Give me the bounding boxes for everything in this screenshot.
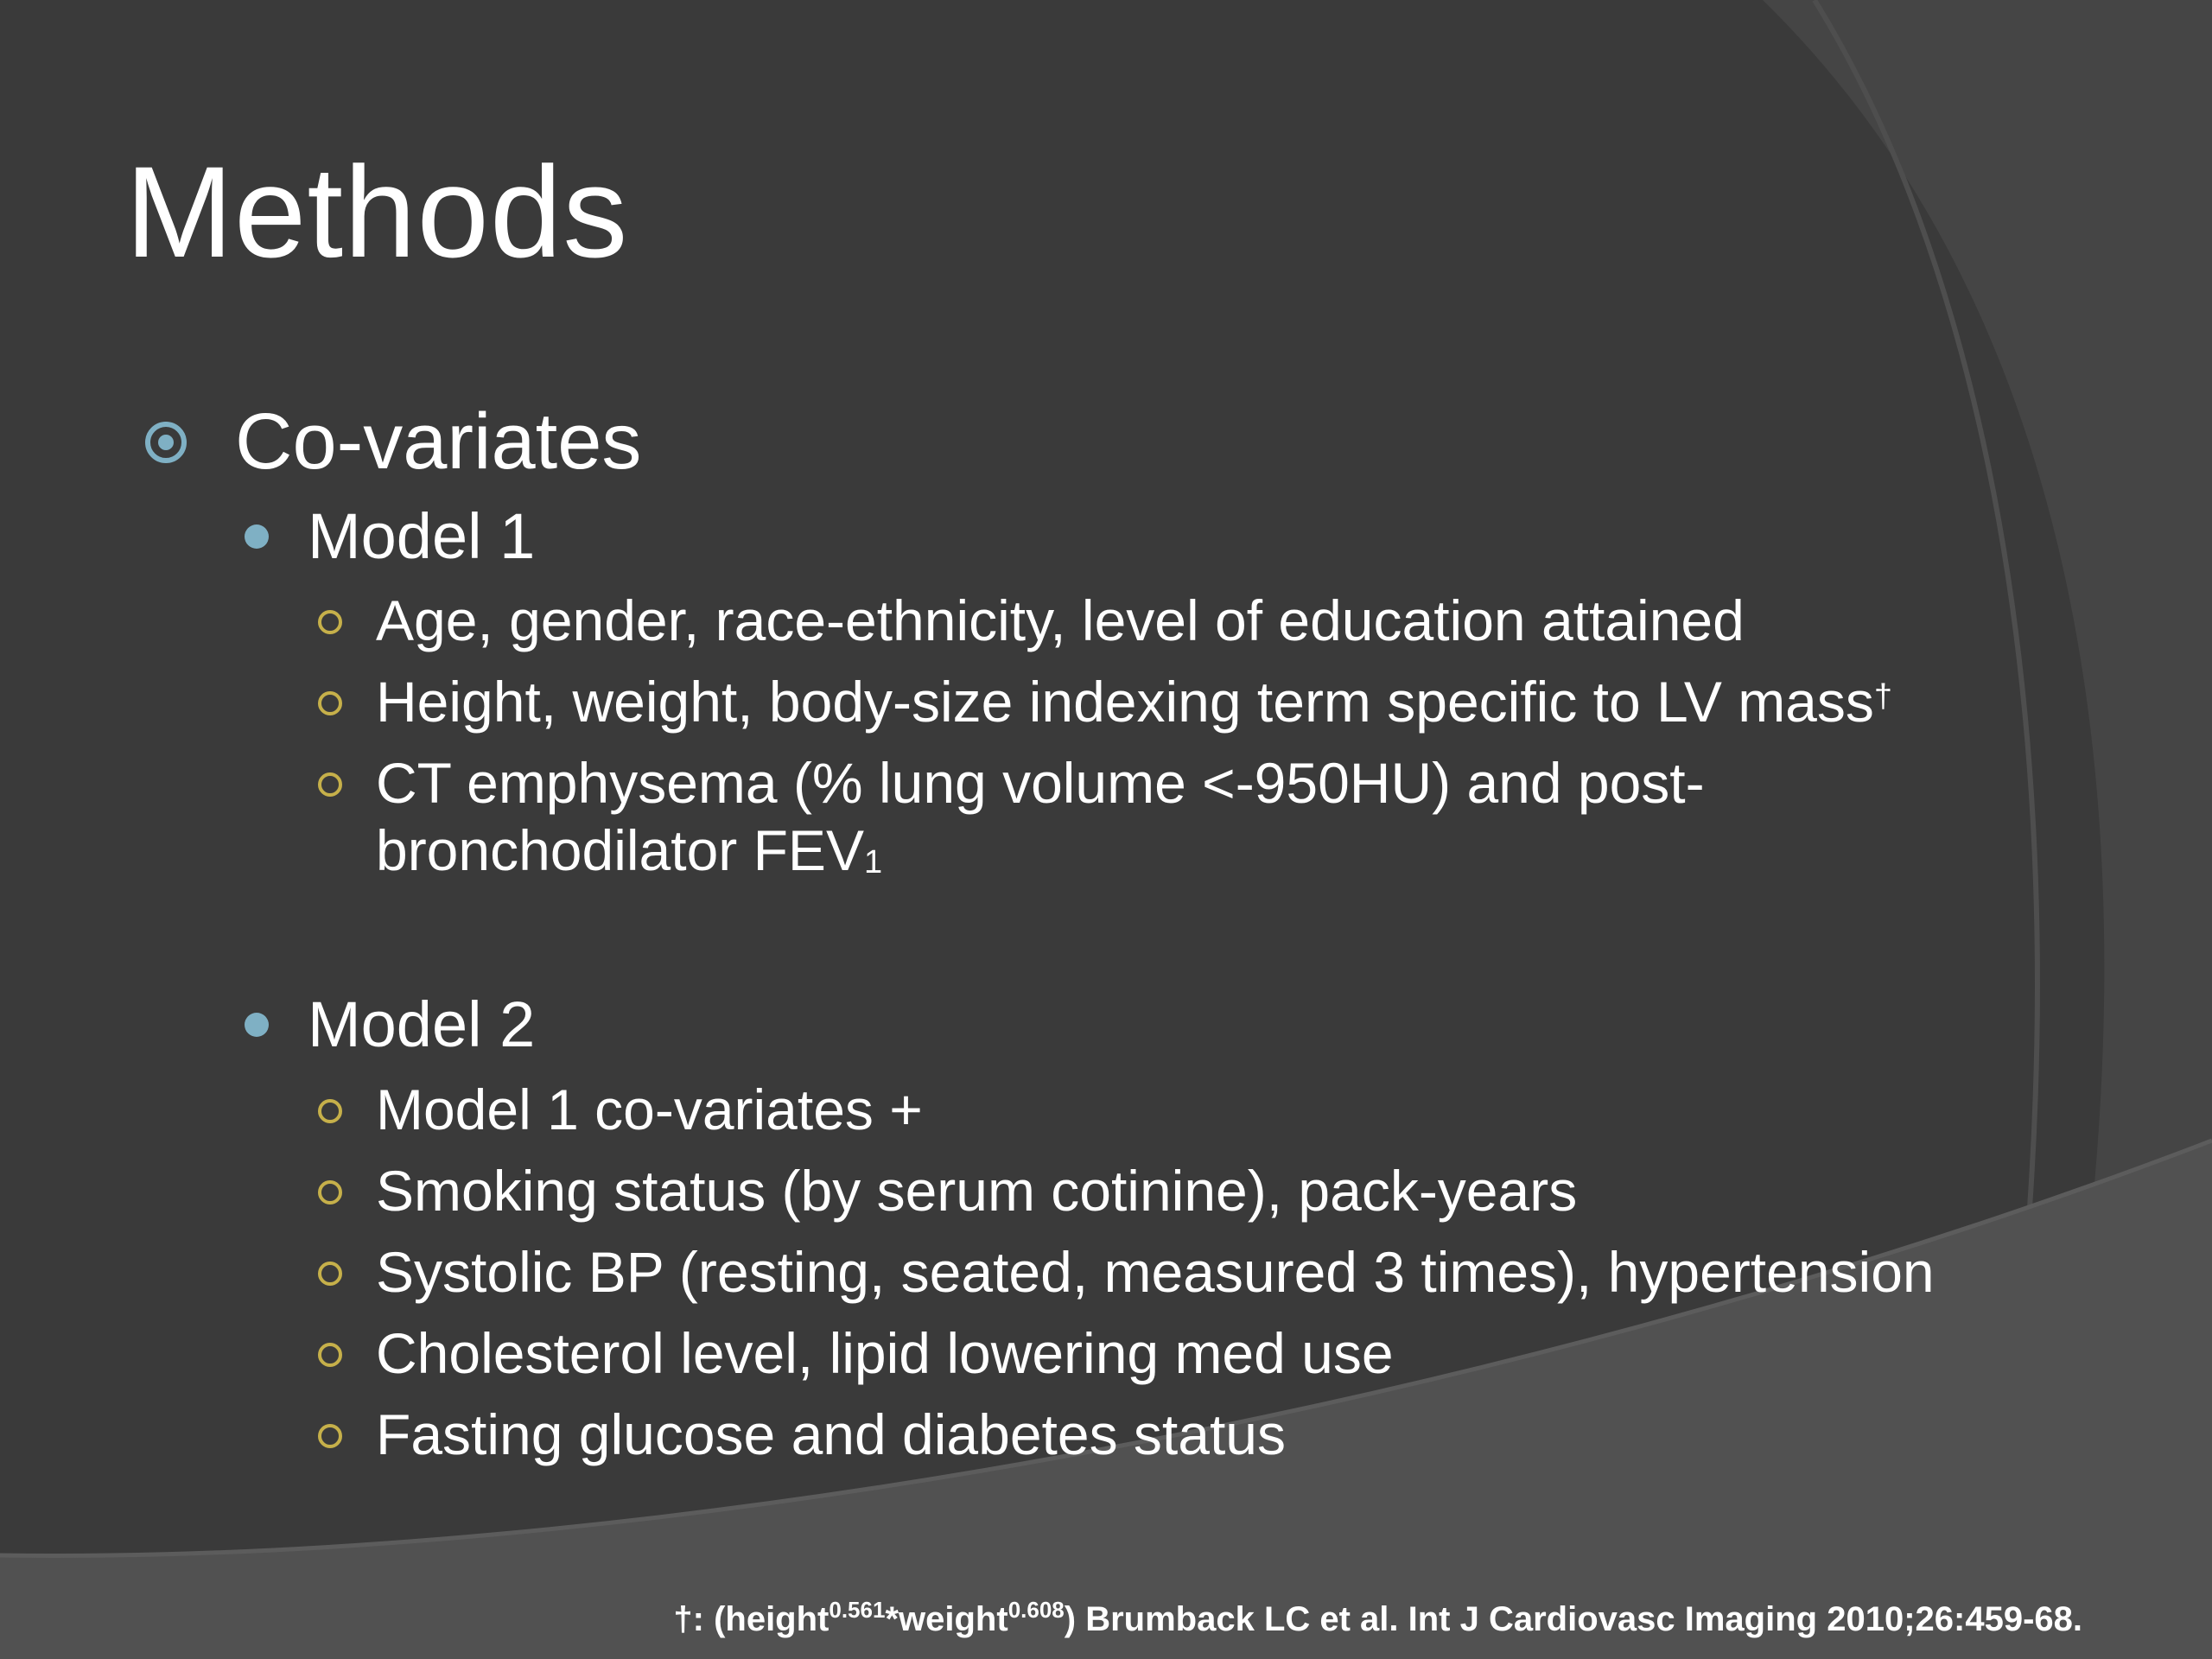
model1-item-3-line2 (376, 816, 882, 885)
model1-item-3-line1: CT emphysema (% lung volume <-950HU) and post- (376, 751, 1705, 815)
model2-item-3: Systolic BP (resting, seated, measured 3 times), hypertension (376, 1240, 1935, 1304)
dot-bullet-icon (245, 1013, 269, 1037)
circle-bullet-icon (318, 772, 342, 797)
bullet-co-variates: Co-variates (235, 397, 642, 486)
model2-item-2: Smoking status (by serum cotinine), pack-years (376, 1159, 1578, 1223)
dot-bullet-icon (245, 524, 269, 549)
circle-bullet-icon (318, 1424, 342, 1448)
footnote-prefix: †: (height (673, 1600, 830, 1638)
dagger-superscript: † (1873, 678, 1893, 715)
footnote-height-exponent: 0.561 (829, 1597, 886, 1623)
circle-bullet-icon (318, 1343, 342, 1367)
model1-item-3-line2-text: bronchodilator FEV (376, 818, 864, 882)
bullet-model-2: Model 2 (308, 988, 536, 1060)
model2-item-4: Cholesterol level, lipid lowering med use (376, 1321, 1394, 1385)
model2-item-5: Fasting glucose and diabetes status (376, 1402, 1287, 1466)
model2-item-1: Model 1 co-variates + (376, 1077, 923, 1141)
circle-bullet-icon (318, 1262, 342, 1286)
footnote-mid: *weight (885, 1600, 1008, 1638)
model1-item-2-text: Height, weight, body-size indexing term specific to LV mass (376, 670, 1874, 734)
footnote-citation (673, 1597, 2082, 1639)
model1-item-2 (376, 667, 1892, 736)
fev-subscript: 1 (863, 844, 883, 880)
circle-bullet-icon (318, 691, 342, 715)
circle-bullet-icon (318, 610, 342, 634)
target-bullet-icon (145, 422, 187, 463)
circle-bullet-icon (318, 1180, 342, 1205)
circle-bullet-icon (318, 1099, 342, 1123)
footnote-reference: ) Brumback LC et al. Int J Cardiovasc Imaging 2010;26:459-68. (1064, 1600, 2082, 1638)
bullet-model-1: Model 1 (308, 500, 536, 572)
footnote-weight-exponent: 0.608 (1007, 1597, 1065, 1623)
slide-title: Methods (125, 139, 629, 284)
model1-item-1: Age, gender, race-ethnicity, level of education attained (376, 588, 1745, 652)
